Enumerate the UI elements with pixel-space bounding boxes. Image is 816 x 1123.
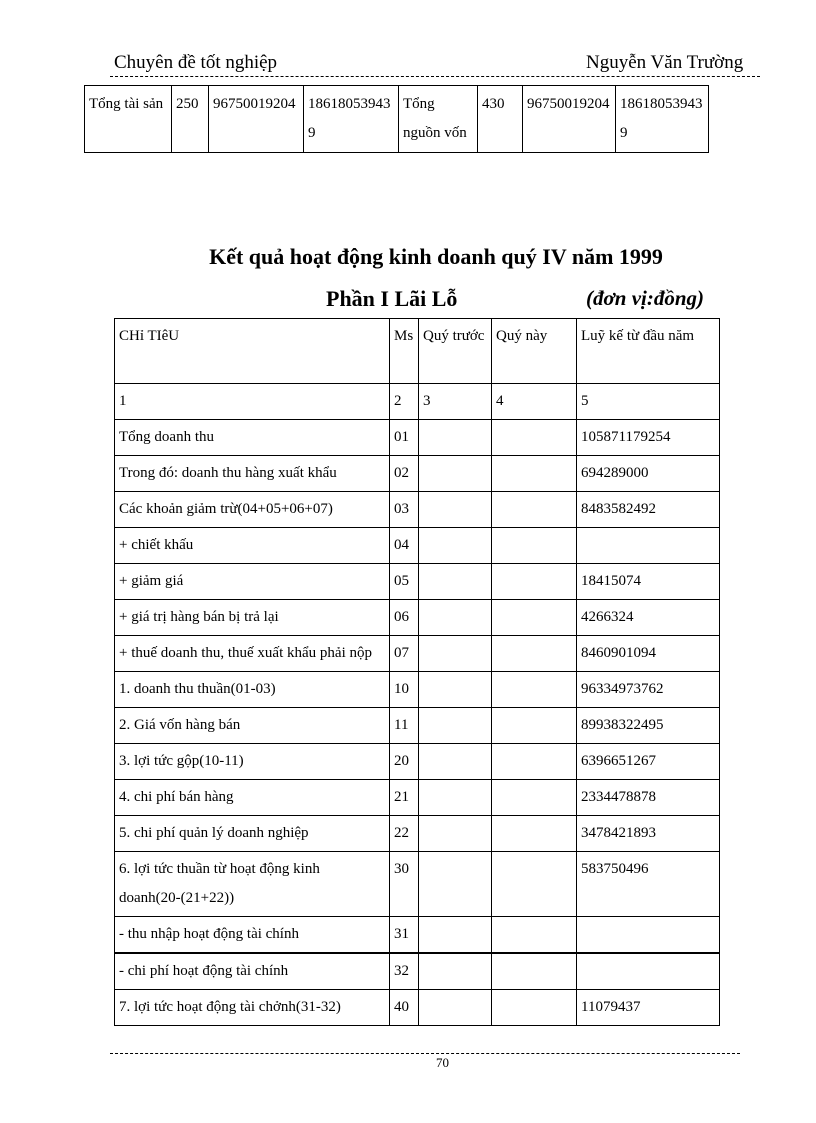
table-row	[115, 816, 720, 852]
cell-label: + thuế doanh thu, thuế xuất khẩu phải nộp	[115, 636, 390, 672]
cell-curr	[492, 528, 577, 564]
cell-curr	[492, 917, 577, 954]
table-row	[115, 780, 720, 816]
cell-cum: 11079437	[577, 990, 720, 1026]
index-cell: 3	[419, 384, 492, 420]
cell-cum: 96334973762	[577, 672, 720, 708]
cell-curr	[492, 852, 577, 917]
balance-code-sources: 430	[478, 86, 523, 153]
cell-ms: 21	[390, 780, 419, 816]
cell-ms: 11	[390, 708, 419, 744]
cell-prev	[419, 564, 492, 600]
table-row	[85, 86, 709, 153]
table-row	[115, 744, 720, 780]
cell-curr	[492, 744, 577, 780]
cell-label: 3. lợi tức gộp(10-11)	[115, 744, 390, 780]
cell-prev	[419, 672, 492, 708]
cell-label: + giảm giá	[115, 564, 390, 600]
cell-cum: 583750496	[577, 852, 720, 917]
table-row	[115, 456, 720, 492]
cell-curr	[492, 600, 577, 636]
cell-prev	[419, 744, 492, 780]
cell-cum	[577, 528, 720, 564]
cell-label: - chi phí hoạt động tài chính	[115, 953, 390, 990]
cell-label: + giá trị hàng bán bị trả lại	[115, 600, 390, 636]
header-rule	[110, 76, 760, 77]
cell-prev	[419, 456, 492, 492]
cell-label: 5. chi phí quản lý doanh nghiệp	[115, 816, 390, 852]
cell-curr	[492, 990, 577, 1026]
cell-ms: 31	[390, 917, 419, 954]
cell-ms: 20	[390, 744, 419, 780]
cell-label: + chiết khấu	[115, 528, 390, 564]
cell-curr	[492, 672, 577, 708]
cell-ms: 30	[390, 852, 419, 917]
table-row	[115, 528, 720, 564]
table-header-row	[115, 319, 720, 384]
cell-prev	[419, 420, 492, 456]
cell-cum: 18415074	[577, 564, 720, 600]
cell-label: 2. Giá vốn hàng bán	[115, 708, 390, 744]
cell-curr	[492, 708, 577, 744]
index-cell: 2	[390, 384, 419, 420]
cell-ms: 40	[390, 990, 419, 1026]
table-row	[115, 636, 720, 672]
header-left: Chuyên đề tốt nghiệp	[114, 52, 278, 73]
index-cell: 4	[492, 384, 577, 420]
table-row	[115, 953, 720, 990]
cell-cum: 694289000	[577, 456, 720, 492]
cell-prev	[419, 780, 492, 816]
cell-prev	[419, 636, 492, 672]
balance-val-assets-b: 186180539439	[304, 86, 399, 153]
cell-ms: 07	[390, 636, 419, 672]
balance-val-sources-a: 96750019204	[523, 86, 616, 153]
header-right: Nguyễn Văn Trường	[586, 52, 744, 73]
balance-val-sources-b: 186180539439	[616, 86, 709, 153]
cell-cum: 89938322495	[577, 708, 720, 744]
cell-ms: 06	[390, 600, 419, 636]
cell-prev	[419, 953, 492, 990]
balance-summary-table	[84, 85, 709, 153]
cell-label: Các khoản giảm trừ(04+05+06+07)	[115, 492, 390, 528]
cell-ms: 05	[390, 564, 419, 600]
cell-cum: 105871179254	[577, 420, 720, 456]
cell-cum: 8483582492	[577, 492, 720, 528]
index-cell: 1	[115, 384, 390, 420]
cell-ms: 04	[390, 528, 419, 564]
cell-label: 1. doanh thu thuần(01-03)	[115, 672, 390, 708]
table-row	[115, 672, 720, 708]
table-row	[115, 917, 720, 954]
cell-prev	[419, 917, 492, 954]
col-header-this-quarter: Quý này	[492, 319, 577, 384]
cell-label: Trong đó: doanh thu hàng xuất khẩu	[115, 456, 390, 492]
cell-ms: 03	[390, 492, 419, 528]
cell-curr	[492, 636, 577, 672]
page-number: 70	[436, 1055, 449, 1070]
footer-rule	[110, 1053, 740, 1054]
cell-curr	[492, 420, 577, 456]
cell-curr	[492, 780, 577, 816]
cell-label: 6. lợi tức thuần từ hoạt động kinh doanh(20-(21+22))	[115, 852, 390, 917]
cell-curr	[492, 492, 577, 528]
col-header-prev-quarter: Quý trước	[419, 319, 492, 384]
index-cell: 5	[577, 384, 720, 420]
cell-curr	[492, 456, 577, 492]
cell-curr	[492, 564, 577, 600]
report-unit: (đơn vị:đồng)	[586, 286, 705, 310]
cell-curr	[492, 953, 577, 990]
cell-cum: 3478421893	[577, 816, 720, 852]
report-title: Kết quả hoạt động kinh doanh quý IV năm 1999	[209, 244, 663, 269]
table-row	[115, 564, 720, 600]
cell-ms: 02	[390, 456, 419, 492]
cell-cum	[577, 953, 720, 990]
cell-ms: 10	[390, 672, 419, 708]
cell-prev	[419, 528, 492, 564]
cell-prev	[419, 600, 492, 636]
balance-label-sources: Tổng nguồn vốn	[399, 86, 478, 153]
balance-code-assets: 250	[172, 86, 209, 153]
cell-cum: 6396651267	[577, 744, 720, 780]
cell-cum: 8460901094	[577, 636, 720, 672]
cell-cum: 2334478878	[577, 780, 720, 816]
report-subtitle: Phần I Lãi Lỗ	[326, 286, 458, 311]
cell-ms: 01	[390, 420, 419, 456]
cell-label: 7. lợi tức hoạt động tài chởnh(31-32)	[115, 990, 390, 1026]
income-statement-table	[114, 318, 720, 1026]
cell-label: - thu nhập hoạt động tài chính	[115, 917, 390, 954]
cell-curr	[492, 816, 577, 852]
col-header-indicator: CHỉ TIêU	[115, 319, 390, 384]
cell-ms: 32	[390, 953, 419, 990]
cell-label: Tổng doanh thu	[115, 420, 390, 456]
cell-ms: 22	[390, 816, 419, 852]
cell-prev	[419, 492, 492, 528]
table-row	[115, 420, 720, 456]
cell-prev	[419, 990, 492, 1026]
cell-cum: 4266324	[577, 600, 720, 636]
balance-label-assets: Tổng tài sản	[85, 86, 172, 153]
cell-label: 4. chi phí bán hàng	[115, 780, 390, 816]
table-row	[115, 600, 720, 636]
table-row	[115, 492, 720, 528]
cell-cum	[577, 917, 720, 954]
table-index-row	[115, 384, 720, 420]
table-row	[115, 708, 720, 744]
cell-prev	[419, 708, 492, 744]
col-header-cumulative: Luỹ kế từ đầu năm	[577, 319, 720, 384]
balance-val-assets-a: 96750019204	[209, 86, 304, 153]
table-row	[115, 852, 720, 917]
cell-prev	[419, 816, 492, 852]
table-row	[115, 990, 720, 1026]
cell-prev	[419, 852, 492, 917]
col-header-ms: Ms	[390, 319, 419, 384]
